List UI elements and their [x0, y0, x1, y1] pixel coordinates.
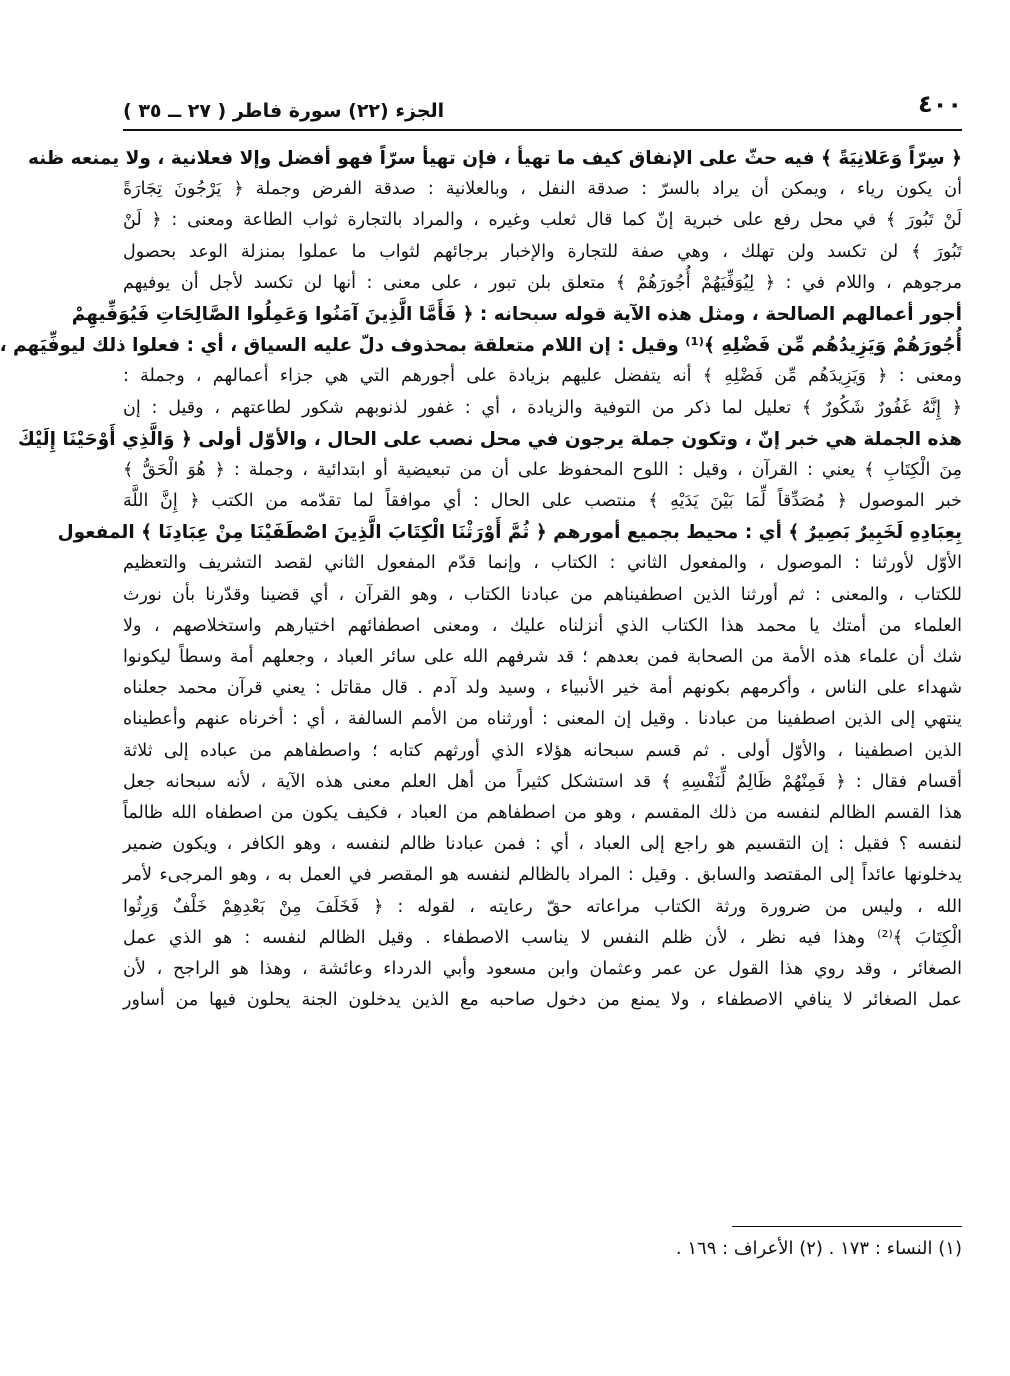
- running-head: الجزء (٢٢) سورة فاطر ( ٢٧ ــ ٣٥ ): [123, 100, 445, 122]
- text-line: مرجوهم ، واللام في : ﴿ لِيُوَفِّيَهُمْ أُجُورَهُمْ ﴾ متعلق بلن تبور ، على معنى : أنها لن تكسد لأجل أن يوفيهم: [123, 272, 962, 293]
- text-line: أُجُورَهُمْ وَيَزِيدُهُم مِّن فَضْلِهِ ﴾⁽¹⁾ وقيل : إن اللام متعلقة بمحذوف دلّ عليه السياق ، أي : فعلوا ذلك ليوفِّيَهم ،: [0, 335, 962, 357]
- text-line: مِنَ الْكِتَابِ ﴾ يعني : القرآن ، وقيل : اللوح المحفوظ على أن من تبعيضية أو ابتدائية ، وجملة : ﴿ هُوَ الْحَقُّ ﴾: [123, 459, 962, 480]
- text-line: ينتهي إلى الذين اصطفينا من عبادنا . وقيل إن المعنى : أورثناه من الأمم السالفة ، أي : أخرناه عنهم وأعطيناه: [123, 709, 962, 730]
- text-line: أقسام فقال : ﴿ فَمِنْهُمْ ظَالِمٌ لِّنَفْسِهِ ﴾ قد استشكل كثيراً من أهل العلم معنى هذه الآية ، لأنه سبحانه جعل: [123, 771, 962, 792]
- text-line: لَنْ تَبُورَ ﴾ في محل رفع على خبرية إنّ كما قال ثعلب وغيره ، والمراد بالتجارة ثواب الطاعة ومعنى : ﴿ لَنْ: [123, 210, 962, 231]
- text-line: بِعِبَادِهِ لَخَبِيرٌ بَصِيرٌ ﴾ أي : محيط بجميع أمورهم ﴿ ثُمَّ أَوْرَثْنَا الْكِتَابَ الَّذِينَ اصْطَفَيْنَا مِنْ عِبَادِنَا ﴾ المفعول: [57, 522, 962, 544]
- text-line: شهداء على الناس ، وأكرمهم بكونهم أمة خير الأنبياء ، وسيد ولد آدم . قال مقاتل : يعني قرآن محمد جعلناه: [123, 678, 962, 699]
- footnotes: (١) النساء : ١٧٣ . (٢) الأعراف : ١٦٩ .: [675, 1238, 962, 1259]
- text-line: أجور أعمالهم الصالحة ، ومثل هذه الآية قوله سبحانه : ﴿ فَأَمَّا الَّذِينَ آمَنُوا وَعَمِلُوا الصَّالِحَاتِ فَيُوَفِّيهِمْ: [71, 303, 962, 325]
- text-line: الذين اصطفينا ، والأوّل أولى . ثم قسم سبحانه هؤلاء الذي أورثهم كتابه ؛ واصطفاهم من عباده إلى ثلاثة: [123, 740, 962, 761]
- page-number: ٤٠٠: [918, 90, 962, 118]
- page-header: [123, 88, 962, 128]
- text-line: هذا القسم الظالم لنفسه من ذلك المقسم ، وهو من اصطفاهم من العباد ، فكيف يكون من اصطفاه الله ظالماً: [123, 802, 962, 823]
- text-line: الصغائر ، وقد روي هذا القول عن عمر وعثمان وابن مسعود وأبي الدرداء وعائشة ، وهذا هو الراجح ، لأن: [123, 958, 962, 979]
- text-line: الله ، وليس من ضرورة ورثة الكتاب مراعاته حقّ رعايته ، لقوله : ﴿ فَخَلَفَ مِنْ بَعْدِهِمْ خَلْفٌ وَرِثُوا: [123, 896, 962, 917]
- text-line: الْكِتَابَ ﴾⁽²⁾ وهذا فيه نظر ، لأن ظلم النفس لا يناسب الاصطفاء . وقيل الظالم لنفسه : هو الذي عمل: [123, 927, 963, 948]
- text-line: يدخلونها عائداً إلى المقتصد والسابق . وقيل : المراد بالظالم لنفسه هو المقصر في العمل به ، وهو المرجىء لأمر: [123, 865, 962, 886]
- text-line: العلماء من أمتك يا محمد هذا الكتاب الذي أنزلناه عليك ، ومعنى اصطفائهم اختيارهم واستخلاصهم ، ولا: [123, 615, 962, 636]
- text-line: للكتاب ، والمعنى : ثم أورثنا الذين اصطفيناهم من عبادنا الكتاب ، وهو القرآن ، أي قضينا وقدّرنا بأن نورث: [123, 584, 962, 605]
- text-line: شك أن علماء هذه الأمة من الصحابة فمن بعدهم ؛ قد شرفهم الله على سائر العباد ، وجعلهم أمة وسطاً ليكونوا: [123, 647, 962, 667]
- footnote-rule: [732, 1226, 962, 1227]
- text-line: تَبُورَ ﴾ لن تكسد ولن تهلك ، وهي صفة للتجارة والإخبار برجائهم لثواب ما عملوا بمنزلة الوعد بحصول: [123, 241, 962, 262]
- body-text: [0, 143, 963, 1016]
- text-line: لنفسه ؟ فقيل : إن التقسيم هو راجع إلى العباد ، أي : فمن عبادنا ظالم لنفسه ، وهو الكافر ، ويكون ضمير: [123, 834, 962, 855]
- text-line: ﴿ سِرّاً وَعَلانِيَةً ﴾ فيه حثّ على الإنفاق كيف ما تهيأ ، فإن تهيأ سرّاً فهو أفضل وإلا فعلانية ، ولا يمنعه ظنه: [28, 148, 962, 169]
- text-line: هذه الجملة هي خبر إنّ ، وتكون جملة يرجون في محل نصب على الحال ، والأوّل أولى ﴿ وَالَّذِي أَوْحَيْنَا إِلَيْكَ: [17, 428, 962, 450]
- text-line: ومعنى : ﴿ وَيَزِيدَهُم مِّن فَضْلِهِ ﴾ أنه يتفضل عليهم بزيادة على أجورهم التي هي جزاء أعمالهم ، وجملة :: [123, 366, 962, 387]
- text-line: الأوّل لأورثنا : الموصول ، والمفعول الثاني : الكتاب ، وإنما قدّم المفعول الثاني لقصد التشريف والتعظيم: [123, 553, 962, 574]
- text-line: ﴿ إِنَّهُ غَفُورٌ شَكُورٌ ﴾ تعليل لما ذكر من التوفية والزيادة ، أي : غفور لذنوبهم شكور لطاعتهم ، وقيل : إن: [123, 397, 962, 418]
- text-line: عمل الصغائر لا ينافي الاصطفاء ، ولا يمنع من دخول صاحبه مع الذين يدخلون الجنة يحلون فيها من أساور: [123, 990, 962, 1011]
- header-rule: [123, 129, 962, 131]
- text-line: خبر الموصول ﴿ مُصَدِّقاً لِّمَا بَيْنَ يَدَيْهِ ﴾ منتصب على الحال : أي موافقاً لما تقدّمه من الكتب ﴿ إِنَّ اللَّهَ: [123, 491, 962, 512]
- text-line: أن يكون رياء ، ويمكن أن يراد بالسرّ : صدقة النفل ، وبالعلانية : صدقة الفرض وجملة ﴿ يَرْجُونَ تِجَارَةً: [123, 179, 962, 200]
